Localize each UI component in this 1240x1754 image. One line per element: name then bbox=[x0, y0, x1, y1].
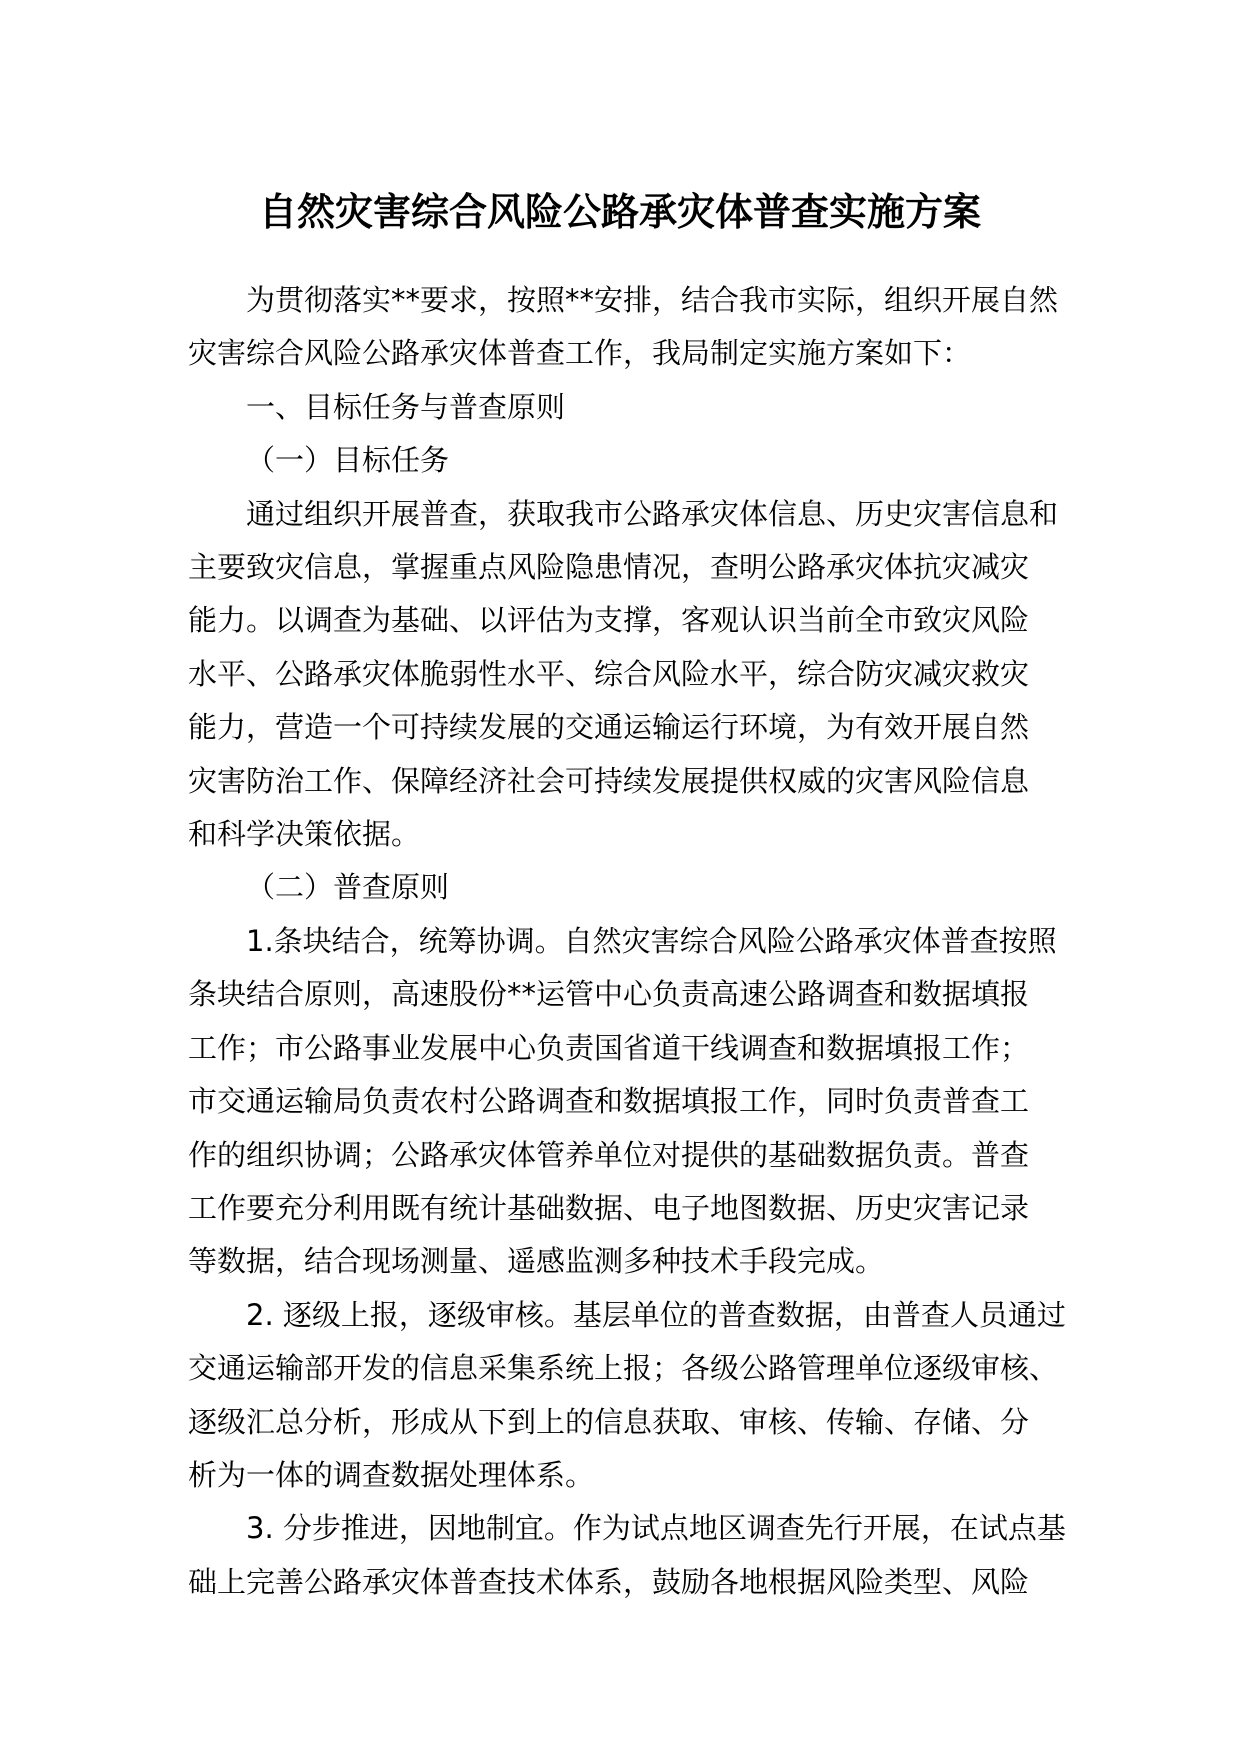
text-line: 为贯彻落实**要求，按照**安排，结合我市实际，组织开展自然 bbox=[246, 283, 1059, 317]
paragraph-principle-1 bbox=[188, 915, 1058, 1289]
text-line: （二）普查原则 bbox=[246, 870, 450, 905]
text-line: 工作要充分利用既有统计基础数据、电子地图数据、历史灾害记录 bbox=[188, 1190, 1030, 1225]
text-line: 能力，营造一个可持续发展的交通运输运行环境，为有效开展自然 bbox=[188, 710, 1030, 745]
text-line: 主要致灾信息，掌握重点风险隐患情况，查明公路承灾体抗灾减灾 bbox=[188, 550, 1030, 585]
subsection-heading-2 bbox=[188, 861, 1058, 914]
text-line: 条块结合原则，高速股份**运管中心负责高速公路调查和数据填报 bbox=[188, 977, 1030, 1012]
paragraph-intro bbox=[188, 274, 1058, 381]
text-line: 水平、公路承灾体脆弱性水平、综合风险水平，综合防灾减灾救灾 bbox=[188, 656, 1030, 691]
subsection-heading-1 bbox=[188, 434, 1058, 487]
text-line: 作的组织协调；公路承灾体管养单位对提供的基础数据负责。普查 bbox=[188, 1137, 1030, 1172]
text-line: 3. 分步推进，因地制宜。作为试点地区调查先行开展，在试点基 bbox=[246, 1511, 1066, 1546]
text-line: 2. 逐级上报，逐级审核。基层单位的普查数据，由普查人员通过 bbox=[246, 1297, 1066, 1332]
text-line: 能力。以调查为基础、以评估为支撑，客观认识当前全市致灾风险 bbox=[188, 603, 1030, 638]
document-title: 自然灾害综合风险公路承灾体普查实施方案 bbox=[258, 189, 981, 234]
paragraph-principle-2 bbox=[188, 1289, 1066, 1503]
text-line: 等数据，结合现场测量、遥感监测多种技术手段完成。 bbox=[188, 1244, 885, 1279]
document-body bbox=[188, 274, 1066, 1609]
section-heading-1 bbox=[188, 381, 1058, 434]
text-line: 灾害防治工作、保障经济社会可持续发展提供权威的灾害风险信息 bbox=[188, 763, 1030, 798]
text-line: 交通运输部开发的信息采集系统上报；各级公路管理单位逐级审核、 bbox=[188, 1351, 1059, 1386]
paragraph-goals bbox=[188, 488, 1058, 862]
text-line: 础上完善公路承灾体普查技术体系，鼓励各地根据风险类型、风险 bbox=[188, 1564, 1030, 1599]
text-line: 逐级汇总分析，形成从下到上的信息获取、审核、传输、存储、分 bbox=[188, 1404, 1030, 1439]
text-line: 市交通运输局负责农村公路调查和数据填报工作，同时负责普查工 bbox=[188, 1084, 1030, 1119]
text-line: （一）目标任务 bbox=[246, 443, 450, 478]
text-line: 工作；市公路事业发展中心负责国省道干线调查和数据填报工作； bbox=[188, 1030, 1030, 1065]
paragraph-principle-3 bbox=[188, 1502, 1066, 1609]
text-line: 灾害综合风险公路承灾体普查工作，我局制定实施方案如下： bbox=[188, 336, 972, 371]
text-line: 和科学决策依据。 bbox=[188, 817, 421, 852]
text-line: 析为一体的调查数据处理体系。 bbox=[188, 1457, 595, 1492]
text-line: 1.条块结合，统筹协调。自然灾害综合风险公路承灾体普查按照 bbox=[246, 923, 1057, 958]
text-line: 一、目标任务与普查原则 bbox=[246, 389, 566, 424]
text-line: 通过组织开展普查，获取我市公路承灾体信息、历史灾害信息和 bbox=[246, 496, 1059, 531]
